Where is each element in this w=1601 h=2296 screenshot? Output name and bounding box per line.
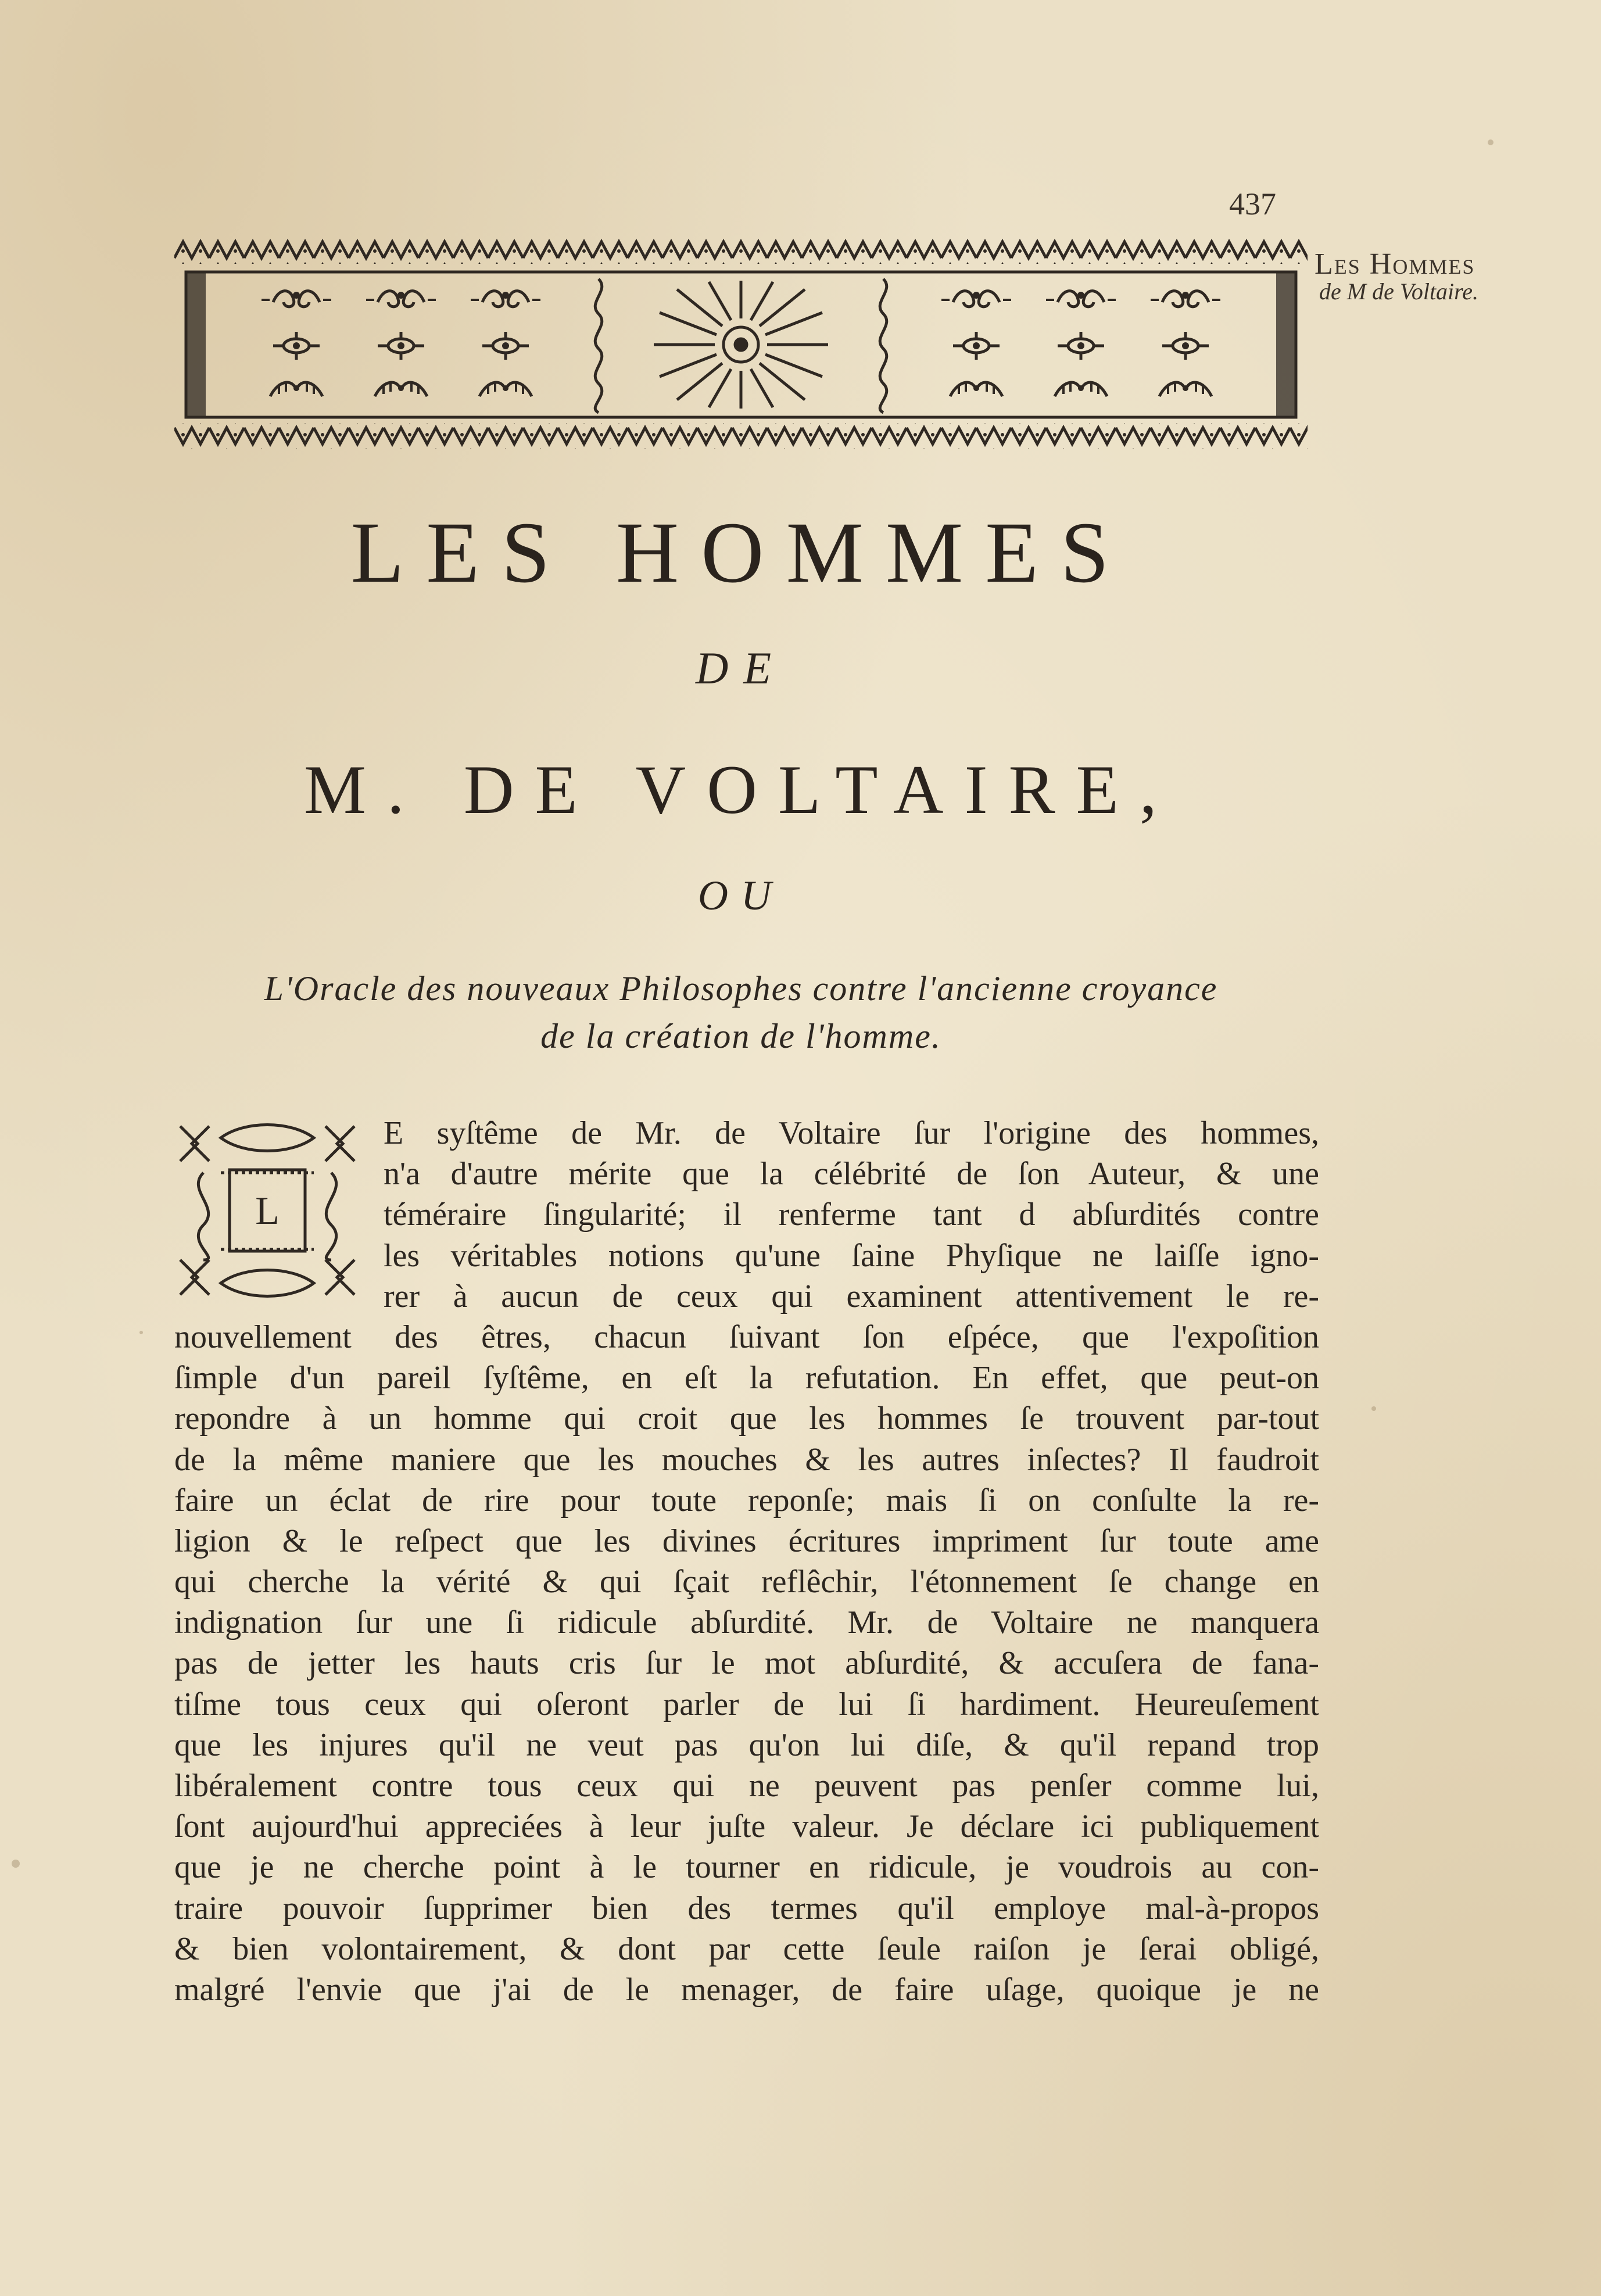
body-line: indignation ſur une ſi ridicule abſurdité. Mr. de Voltaire ne manquera [174, 1604, 1319, 1641]
paper-speck [1371, 1406, 1376, 1411]
body-line: les véritables notions qu'une ſaine Phyſique ne laiſſe igno- [384, 1237, 1319, 1274]
page-number: 437 [1229, 187, 1276, 221]
subtitle-line2: de la création de l'homme. [540, 1017, 941, 1055]
body-line: que je ne cherche point à le tourner en ridicule, je voudrois au con- [174, 1849, 1319, 1886]
title-main: LES HOMMES [350, 504, 1131, 601]
title-author: M. DE VOLTAIRE, [304, 751, 1178, 828]
running-head [1315, 247, 1588, 305]
body-line: & bien volontairement, & dont par cette ſeule raiſon je ſerai obligé, [174, 1930, 1319, 1967]
headpiece-ornament [174, 238, 1308, 459]
body-line: n'a d'autre mérite que la célébrité de ſon Auteur, & une [384, 1156, 1319, 1192]
body-line: rer à aucun de ceux qui examinent attentivement le re- [384, 1278, 1319, 1314]
paper-speck [1488, 139, 1493, 145]
body-line: repondre à un homme qui croit que les hommes ſe trouvent par-tout [174, 1400, 1319, 1437]
subtitle [174, 965, 1308, 1060]
body-line: ſont aujourd'hui appreciées à leur juſte valeur. Je déclare ici publiquement [174, 1808, 1319, 1845]
paper-speck [139, 1331, 143, 1334]
body-line: libéralement contre tous ceux qui ne peuvent pas penſer comme lui, [174, 1768, 1319, 1804]
paper-speck [12, 1860, 20, 1868]
running-head-line2: de M de Voltaire. [1319, 278, 1479, 305]
body-line: qui cherche la vérité & qui ſçait reflêchir, l'étonnement ſe change en [174, 1564, 1319, 1600]
title-de: DE [696, 643, 786, 693]
body-line: ſimple d'un pareil ſyſtême, en eſt la refutation. En effet, que peut-on [174, 1360, 1319, 1396]
body-line: de la même maniere que les mouches & les autres inſectes? Il faudroit [174, 1441, 1319, 1478]
running-head-line1: Les Hommes [1315, 248, 1475, 281]
body-text [174, 1113, 1319, 2010]
body-line: pas de jetter les hauts cris ſur le mot abſurdité, & accuſera de fana- [174, 1645, 1319, 1682]
body-line: ligion & le reſpect que les divines écritures impriment ſur toute ame [174, 1523, 1319, 1559]
body-line: que les injures qu'il ne veut pas qu'on lui diſe, & qu'il repand trop [174, 1727, 1319, 1763]
body-line: téméraire ſingularité; il renferme tant d abſurdités contre [384, 1197, 1319, 1233]
body-line: E syſtême de Mr. de Voltaire ſur l'origine des hommes, [384, 1115, 1319, 1151]
subtitle-line1: L'Oracle des nouveaux Philosophes contre l'ancienne croyance [264, 969, 1218, 1008]
dropcap-letter: L [255, 1188, 280, 1233]
body-line: tiſme tous ceux qui oſeront parler de lui ſi hardiment. Heureuſement [174, 1686, 1319, 1722]
body-line: traire pouvoir ſupprimer bien des termes qu'il employe mal-à-propos [174, 1890, 1319, 1926]
body-line: nouvellement des êtres, chacun ſuivant ſon eſpéce, que l'expoſition [174, 1319, 1319, 1355]
title-ou: OU [698, 872, 784, 919]
body-line: faire un éclat de rire pour toute reponſe; mais ſi on conſulte la re- [174, 1482, 1319, 1518]
body-line: malgré l'envie que j'ai de le menager, de faire uſage, quoique je ne [174, 1971, 1319, 2008]
